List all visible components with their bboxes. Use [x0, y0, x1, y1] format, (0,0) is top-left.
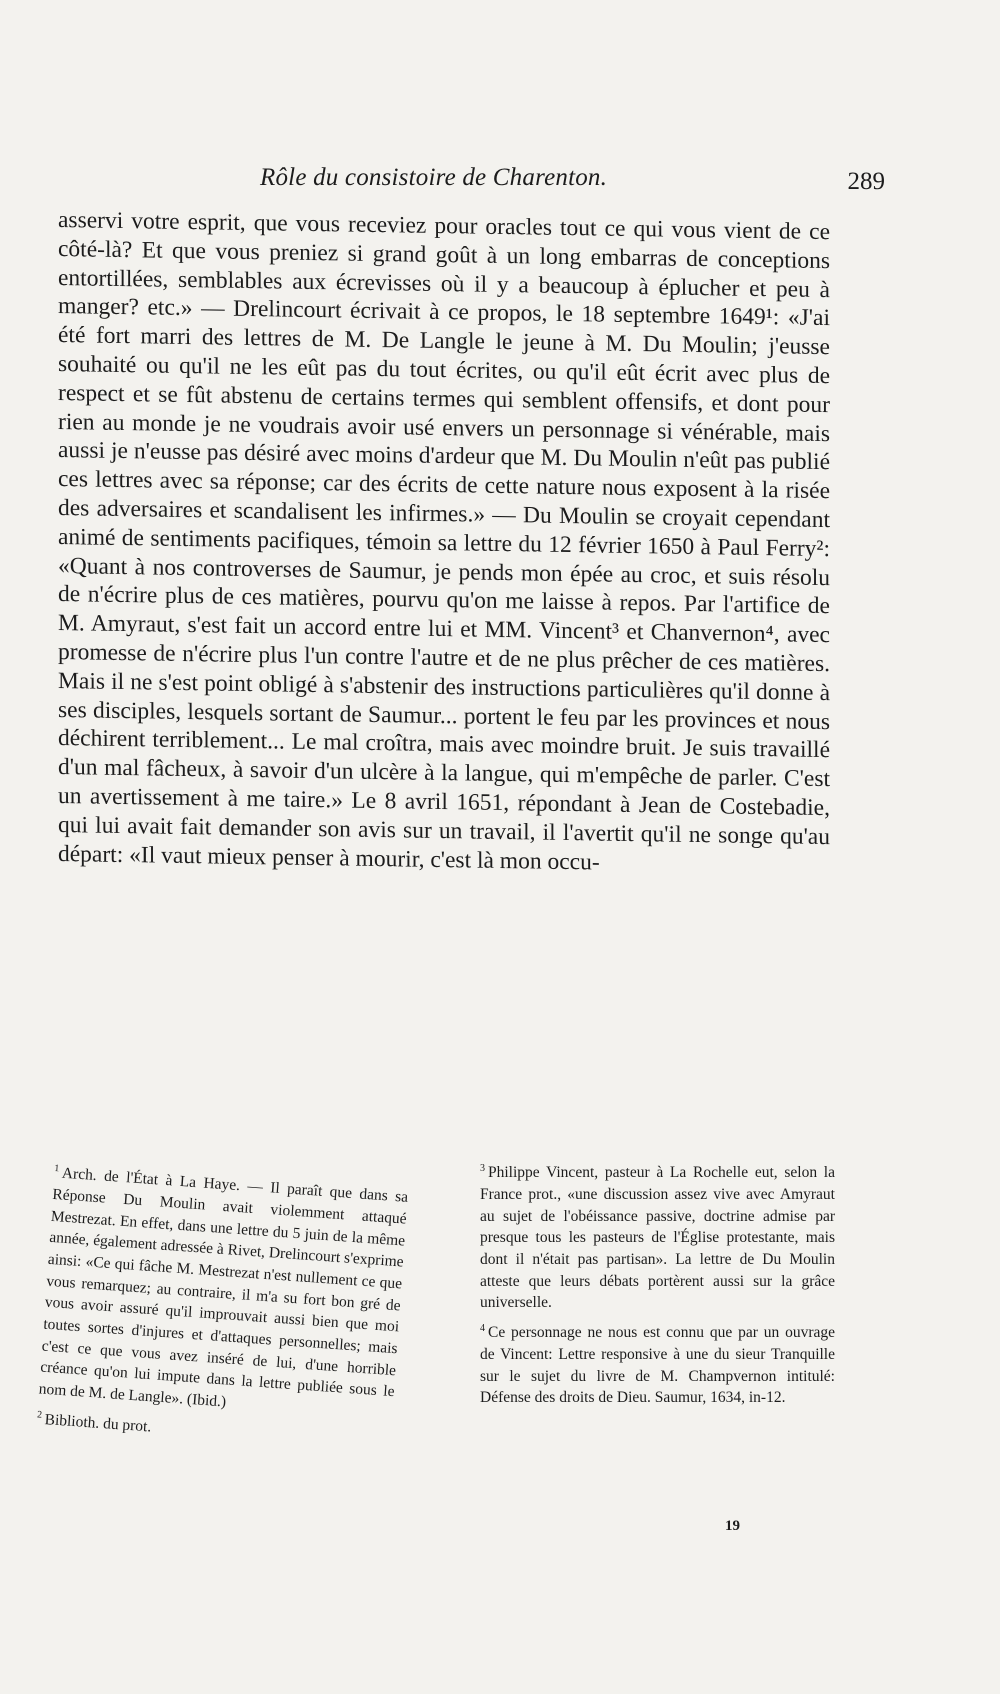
- body-paragraph: asservi votre esprit, que vous receviez pour oracles tout ce qui vous vient de ce côté-là? Et que vous preniez si grand goût à un long embarras de conceptions entortillées, semblables aux écrevisses où il y a beaucoup à éplucher et peu à manger? etc.» — Drelincourt écrivait à ce propos, le 18 septembre 1649¹: «J'ai été fort marri des lettres de M. De Langle le jeune à M. Du Moulin; j'eusse souhaité ou qu'il ne les eût pas du tout écrites, ou qu'il eût écrit avec plus de respect et se fût abstenu de certains termes qui semblent offensifs, et dont pour rien au monde je ne voudrais avoir usé envers un personnage si vénérable, mais aussi je n'eusse pas désiré avec moins d'ardeur que M. Du Moulin n'eût pas publié ces lettres avec sa réponse; car des écrits de cette nature nous exposent à la risée des adversaires et scandalisent les infirmes.» — Du Moulin se croyait cependant animé de sentiments pacifiques, témoin sa lettre du 12 février 1650 à Paul Ferry²: «Quant à nos controverses de Saumur, je pends mon épée au croc, et suis résolu de n'écrire plus de ces matières, pourvu qu'on me laisse à repos. Par l'artifice de M. Amyraut, s'est fait un accord entre lui et MM. Vincent³ et Chanvernon⁴, avec promesse de n'écrire plus l'un contre l'autre et de ne plus prêcher de ces matières. Mais il ne s'est point obligé à s'abstenir des instructions particulières qu'il donne à ses disciples, lesquels sortant de Saumur... portent le feu par les provinces et nous déchirent terriblement... Le mal croîtra, mais avec moindre bruit. Je suis travaillé d'un mal fâcheux, à savoir d'un ulcère à la langue, qui m'empêche de parler. C'est un avertissement à me taire.» Le 8 avril 1651, répondant à Jean de Costebadie, qui lui avait fait demander son avis sur un travail, il l'avertit qu'il ne songe qu'au départ: «Il vaut mieux penser à mourir, c'est là mon occu-: [58, 207, 830, 876]
- running-title: Rôle du consistoire de Charenton.: [260, 164, 608, 191]
- footnotes-right-column: [480, 1158, 835, 1413]
- footnote-3: [480, 1158, 835, 1314]
- footnote-marker: 1: [53, 1162, 60, 1175]
- footnote-text: Philippe Vincent, pasteur à La Rochelle eut, selon la France prot., «une discussion assez vive avec Amyraut au sujet de l'obéissance passive, doctrine admise par presque tous les pasteurs de l'Église protestante, mais dont il n'était pas partisan». La lettre de Du Moulin atteste que leurs débats portèrent aussi sur la grâce universelle.: [480, 1164, 835, 1312]
- footnote-marker: 4: [480, 1323, 485, 1335]
- footnote-4: [480, 1318, 835, 1409]
- page-number: 289: [847, 168, 885, 195]
- signature-mark: 19: [725, 1518, 740, 1534]
- footnotes: [36, 1158, 835, 1498]
- footnote-marker: 3: [480, 1163, 485, 1174]
- footnote-text: Arch. de l'État à La Haye. — Il paraît que dans sa Réponse Du Moulin avait violemment attaqué Mestrezat. En effet, dans une lettre du 5 juin de la même année, également adressée à Rivet, Drelincourt s'exprime ainsi: «Ce qui fâche M. Mestrezat n'est nullement ce que vous remarquez; au contraire, il m'a su fort bon gré de vous avoir assuré qu'il improuvait aussi bien que moi toutes sortes d'injures et d'attaques personnelles; mais c'est ce que vous avez inséré de lui, d'une horrible créance qu'on lui impute dans la lettre publiée sous le nom de M. de Langle». (Ibid.): [38, 1164, 409, 1411]
- main-text-block: [58, 206, 830, 880]
- footnote-marker: 2: [36, 1409, 43, 1421]
- footnote-text: Ce personnage ne nous est connu que par un ouvrage de Vincent: Lettre responsive à une du sieur Tranquille sur le sujet du livre de M. Champvernon intitulé: Défense des droits de Dieu. Saumur, 1634, in-12.: [480, 1324, 835, 1407]
- running-header: [55, 162, 885, 202]
- footnote-text: Biblioth. du prot.: [44, 1410, 152, 1436]
- footnote-1: [38, 1158, 409, 1425]
- footnotes-left-column: [36, 1158, 409, 1459]
